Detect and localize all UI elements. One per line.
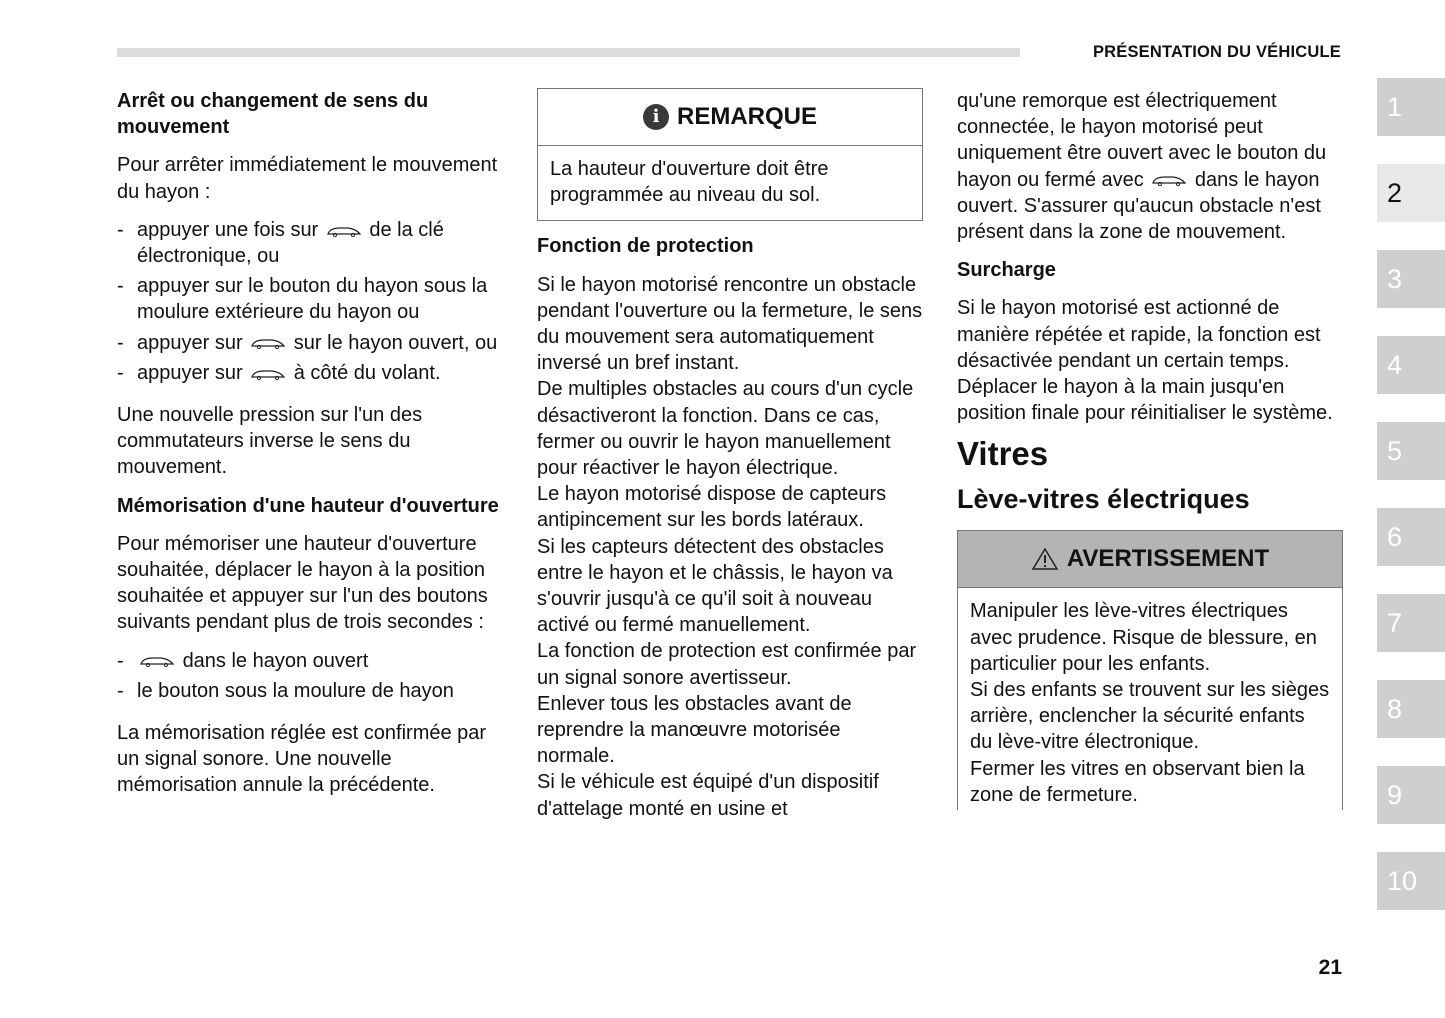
tailgate-key-icon — [139, 655, 175, 667]
warning-triangle-icon — [1031, 547, 1059, 571]
section-heading-windows: Vitres — [957, 435, 1049, 473]
chapter-tab-1[interactable]: 1 — [1377, 78, 1445, 136]
heading-stop-change: Arrêt ou changement de sens du mouvement — [117, 90, 429, 139]
paragraph: Déplacer le hayon à la main jusqu'en position finale pour réinitialiser le système. — [957, 376, 1333, 425]
paragraph: La mémorisation réglée est confirmée par un signal sonore. Une nouvelle mémorisation annule la précédente. — [117, 722, 487, 797]
paragraph: Une nouvelle pression sur l'un des commutateurs inverse le sens du mouvement. — [117, 404, 423, 479]
paragraph: Si le hayon motorisé rencontre un obstacle pendant l'ouverture ou la fermeture, le sens du mouvement sera automatiquement inversé un bref instant. — [537, 273, 923, 375]
note-box — [537, 88, 923, 221]
paragraph: Le hayon motorisé dispose de capteurs antipincement sur les bords latéraux. — [537, 483, 887, 532]
warning-header — [958, 531, 1342, 588]
paragraph: Si les capteurs détectent des obstacles entre le hayon et le châssis, le hayon va s'ouvrir jusqu'à ce qu'il soit à nouveau activé ou fermé manuellement. — [537, 535, 893, 637]
note-header — [538, 89, 922, 146]
list-item: - appuyer une fois sur de la clé électronique, ou — [117, 217, 512, 269]
chapter-tab-2[interactable]: 2 — [1377, 164, 1445, 222]
chapter-tab-7[interactable]: 7 — [1377, 594, 1445, 652]
tailgate-key-icon — [250, 337, 286, 349]
heading-overload: Surcharge — [957, 259, 1056, 282]
tailgate-key-icon — [1151, 174, 1187, 186]
heading-protection: Fonction de protection — [537, 235, 754, 258]
paragraph: Enlever tous les obstacles avant de reprendre la manœuvre motorisée normale. — [537, 692, 852, 768]
paragraph: Pour mémoriser une hauteur d'ouverture souhaitée, déplacer le hayon à la position souhaitée et appuyer sur l'un des boutons suivants pendant plus de trois secondes : — [117, 532, 488, 634]
warning-text: Si des enfants se trouvent sur les sièges arrière, enclencher la sécurité enfants du lève-vitre électronique. — [970, 679, 1330, 754]
section-title: PRÉSENTATION DU VÉHICULE — [1092, 43, 1341, 61]
column-3 — [957, 88, 1343, 810]
chapter-tab-3[interactable]: 3 — [1377, 250, 1445, 308]
list-item: - appuyer sur à côté du volant. — [117, 360, 512, 386]
paragraph: Pour arrêter immédiatement le mouvement du hayon : — [117, 154, 498, 203]
chapter-tab-5[interactable]: 5 — [1377, 422, 1445, 480]
tailgate-key-icon — [326, 225, 362, 237]
chapter-tab-6[interactable]: 6 — [1377, 508, 1445, 566]
paragraph: Si le hayon motorisé est actionné de manière répétée et rapide, la fonction est désactivée pendant un certain temps. — [957, 297, 1321, 372]
chapter-tab-9[interactable]: 9 — [1377, 766, 1445, 824]
chapter-tabs — [1377, 78, 1445, 938]
paragraph: De multiples obstacles au cours d'un cycle désactiveront la fonction. Dans ce cas, fermer ou ouvrir le hayon manuellement pour réactiver le hayon électrique. — [537, 378, 914, 480]
chapter-tab-10[interactable]: 10 — [1377, 852, 1445, 910]
chapter-tab-8[interactable]: 8 — [1377, 680, 1445, 738]
note-text: La hauteur d'ouverture doit être programmée au niveau du sol. — [550, 158, 829, 207]
heading-memorisation: Mémorisation d'une hauteur d'ouverture — [117, 494, 499, 517]
header-rule — [117, 48, 1020, 57]
list-item: - appuyer sur sur le hayon ouvert, ou — [117, 330, 512, 356]
info-icon: i — [643, 104, 669, 130]
warning-title: AVERTISSEMENT — [1066, 545, 1270, 573]
paragraph: Si le véhicule est équipé d'un dispositif d'attelage monté en usine et — [537, 771, 879, 820]
stop-options-list — [117, 217, 512, 386]
column-2 — [537, 88, 923, 822]
memorise-options-list — [117, 648, 512, 704]
note-title: REMARQUE — [676, 102, 817, 130]
chapter-tab-4[interactable]: 4 — [1377, 336, 1445, 394]
list-item: - le bouton sous la moulure de hayon — [117, 678, 512, 704]
list-item: - appuyer sur le bouton du hayon sous la moulure extérieure du hayon ou — [117, 273, 512, 325]
column-1 — [117, 88, 512, 799]
warning-box — [957, 530, 1343, 810]
tailgate-key-icon — [250, 368, 286, 380]
paragraph: qu'une remorque est électriquement connectée, le hayon motorisé peut uniquement être ouvert avec le bouton du hayon ou fermé avec dans le hayon ouvert. S'assurer qu'aucun obstacle n'est présent dans la zone de mouvement. — [957, 90, 1327, 244]
paragraph: La fonction de protection est confirmée par un signal sonore avertisseur. — [537, 640, 917, 689]
subsection-heading: Lève-vitres électriques — [957, 484, 1250, 515]
warning-text: Fermer les vitres en observant bien la zone de fermeture. — [970, 757, 1305, 806]
list-item: - dans le hayon ouvert — [117, 648, 512, 674]
warning-text: Manipuler les lève-vitres électriques avec prudence. Risque de blessure, en particulier pour les enfants. — [970, 600, 1317, 675]
page-number: 21 — [1318, 956, 1342, 979]
